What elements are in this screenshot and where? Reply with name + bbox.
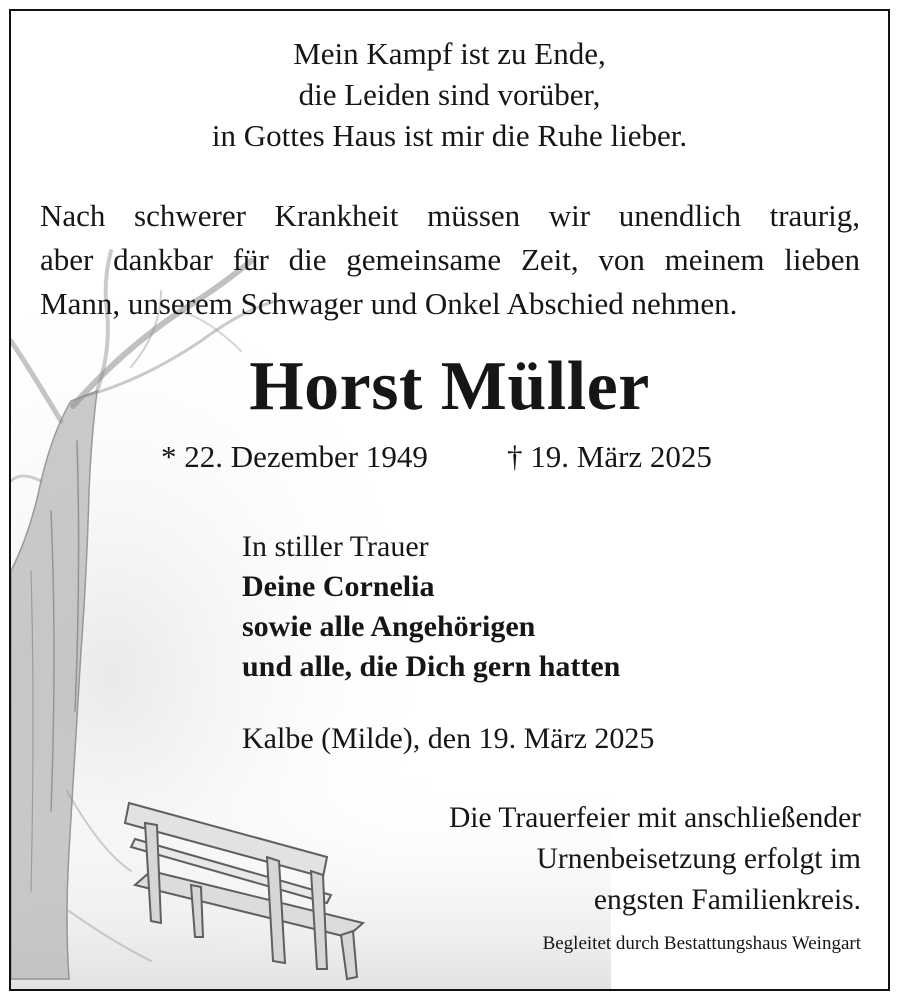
funeral-line: Urnenbeisetzung erfolgt im — [536, 843, 861, 875]
mourner-name: Deine Cornelia — [242, 570, 435, 603]
funeral-note — [449, 798, 861, 921]
death-date: † 19. März 2025 — [507, 439, 712, 474]
poem-line: in Gottes Haus ist mir die Ruhe lieber. — [211, 118, 688, 153]
place-date: Kalbe (Milde), den 19. März 2025 — [242, 722, 655, 755]
birth-date: * 22. Dezember 1949 — [161, 439, 428, 474]
poem-line: die Leiden sind vorüber, — [298, 77, 601, 112]
poem — [11, 33, 888, 156]
undertaker-credit: Begleitet durch Bestattungshaus Weingart — [542, 933, 861, 954]
mourners-lead: In stiller Trauer — [242, 530, 429, 563]
mourner-name: und alle, die Dich gern hatten — [242, 650, 621, 683]
intro-line: Nach schwerer Krankheit müssen wir unendlich traurig, — [40, 198, 860, 233]
intro-line: aber dankbar für die gemeinsame Zeit, von meinem lieben — [40, 242, 860, 277]
obituary-notice — [9, 9, 890, 991]
intro-line: Mann, unserem Schwager und Onkel Abschied nehmen. — [40, 286, 738, 321]
mourner-name: sowie alle Angehörigen — [242, 610, 536, 643]
funeral-line: engsten Familienkreis. — [593, 884, 861, 916]
mourners — [242, 527, 620, 687]
poem-line: Mein Kampf ist zu Ende, — [293, 36, 606, 71]
deceased-name: Horst Müller — [249, 348, 650, 425]
intro-text — [40, 194, 860, 326]
funeral-line: Die Trauerfeier mit anschließender — [448, 802, 861, 834]
